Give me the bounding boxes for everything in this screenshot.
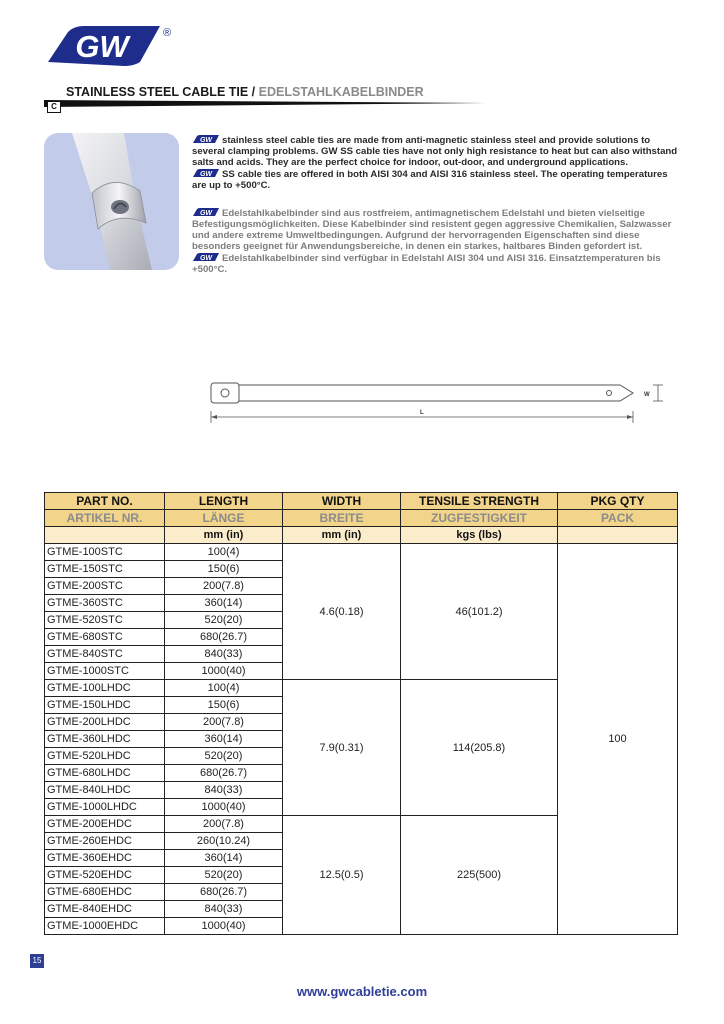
col-header-pkg-qty: PKG QTY xyxy=(558,493,678,510)
length-cell: 520(20) xyxy=(165,748,283,765)
registered-mark: ® xyxy=(163,27,172,39)
part-number-cell: GTME-100LHDC xyxy=(45,680,165,697)
length-cell: 840(33) xyxy=(165,646,283,663)
cable-tie-drawing xyxy=(205,375,675,425)
length-cell: 150(6) xyxy=(165,697,283,714)
unit-cell: mm (in) xyxy=(283,527,401,544)
unit-cell: kgs (lbs) xyxy=(401,527,558,544)
length-cell: 840(33) xyxy=(165,901,283,918)
length-cell: 360(14) xyxy=(165,850,283,867)
page-number: 15 xyxy=(30,954,44,968)
col-header-length: LENGTH xyxy=(165,493,283,510)
gw-mini-logo xyxy=(192,252,220,262)
intro-en-paragraph-1: GW stainless steel cable ties are made from anti-magnetic stainless steel and provide solutions to several clamping problems. GW SS cable ties have not only high resistance to heat but can also withstand salts and acids. They are the perfect choice for indoor, out-door, and underground applications. xyxy=(192,135,678,168)
part-number-cell: GTME-680LHDC xyxy=(45,765,165,782)
length-cell: 260(10.24) xyxy=(165,833,283,850)
length-cell: 360(14) xyxy=(165,595,283,612)
gw-mini-logo xyxy=(192,134,220,144)
part-number-cell: GTME-260EHDC xyxy=(45,833,165,850)
length-cell: 520(20) xyxy=(165,867,283,884)
part-number-cell: GTME-200EHDC xyxy=(45,816,165,833)
dimension-label-w: W xyxy=(644,392,650,398)
length-cell: 200(7.8) xyxy=(165,578,283,595)
pkg-qty-cell: 100 xyxy=(558,544,678,935)
part-number-cell: GTME-1000EHDC xyxy=(45,918,165,935)
length-cell: 100(4) xyxy=(165,680,283,697)
website-link[interactable]: www.gwcabletie.com xyxy=(296,984,428,999)
col-header-zugfestigkeit: ZUGFESTIGKEIT xyxy=(401,510,558,527)
intro-de-paragraph-2: GW Edelstahlkabelbinder sind verfügbar in Edelstahl AISI 304 und AISI 316. Einsatztemperaturen bis +500°C. xyxy=(192,253,661,275)
width-cell: 7.9(0.31) xyxy=(283,680,401,816)
intro-en-paragraph-2: GW SS cable ties are offered in both AISI 304 and AISI 316 stainless steel. The operating temperatures are up to +500°C. xyxy=(192,169,668,191)
length-cell: 680(26.7) xyxy=(165,629,283,646)
spec-table xyxy=(44,492,678,935)
title-underline xyxy=(44,97,486,111)
intro-de-paragraph-1: GW Edelstahlkabelbinder sind aus rostfreiem, antimagnetischem Edelstahl und bieten vielseitige Befestigungsmöglichkeiten. Diese Kabelbinder sind resistent gegen aggressive Chemikalien, Salzwasser und andere extreme Umweltbedingungen. Aufgrund der hervorragenden Eigenschaften sind diese besonders geeignet für Anwendungsbereiche, in denen ein starkes, haltbares Binden gefordert ist. xyxy=(192,208,672,252)
col-header-tensile: TENSILE STRENGTH xyxy=(401,493,558,510)
length-cell: 1000(40) xyxy=(165,799,283,816)
part-number-cell: GTME-840STC xyxy=(45,646,165,663)
tensile-strength-cell: 46(101.2) xyxy=(401,544,558,680)
svg-text:GW: GW xyxy=(199,137,213,144)
section-letter: C xyxy=(47,101,61,113)
length-cell: 1000(40) xyxy=(165,918,283,935)
dimension-label-l: L xyxy=(420,410,424,416)
part-number-cell: GTME-1000LHDC xyxy=(45,799,165,816)
part-number-cell: GTME-680EHDC xyxy=(45,884,165,901)
header-row-german xyxy=(45,510,678,527)
length-cell: 200(7.8) xyxy=(165,714,283,731)
length-cell: 200(7.8) xyxy=(165,816,283,833)
part-number-cell: GTME-520EHDC xyxy=(45,867,165,884)
col-header-artikel-nr: ARTIKEL NR. xyxy=(45,510,165,527)
title-german: EDELSTAHLKABELBINDER xyxy=(258,85,424,99)
part-number-cell: GTME-200LHDC xyxy=(45,714,165,731)
length-cell: 520(20) xyxy=(165,612,283,629)
intro-text xyxy=(192,134,682,275)
length-cell: 1000(40) xyxy=(165,663,283,680)
part-number-cell: GTME-360LHDC xyxy=(45,731,165,748)
svg-text:GW: GW xyxy=(75,29,129,64)
table-row xyxy=(45,544,678,561)
product-photo xyxy=(44,133,179,270)
tensile-strength-cell: 114(205.8) xyxy=(401,680,558,816)
spec-table-body xyxy=(45,544,678,935)
part-number-cell: GTME-1000STC xyxy=(45,663,165,680)
title-separator: / xyxy=(248,85,259,99)
col-header-laenge: LÄNGE xyxy=(165,510,283,527)
title-english: STAINLESS STEEL CABLE TIE xyxy=(66,85,249,99)
col-header-breite: BREITE xyxy=(283,510,401,527)
part-number-cell: GTME-840LHDC xyxy=(45,782,165,799)
unit-cell xyxy=(558,527,678,544)
length-cell: 100(4) xyxy=(165,544,283,561)
gw-mini-logo xyxy=(192,168,220,178)
length-cell: 360(14) xyxy=(165,731,283,748)
length-cell: 150(6) xyxy=(165,561,283,578)
tensile-strength-cell: 225(500) xyxy=(401,816,558,935)
part-number-cell: GTME-200STC xyxy=(45,578,165,595)
length-cell: 680(26.7) xyxy=(165,765,283,782)
cable-tie-illustration xyxy=(44,133,179,270)
svg-text:GW: GW xyxy=(199,255,213,262)
unit-cell: mm (in) xyxy=(165,527,283,544)
header-row-units xyxy=(45,527,678,544)
unit-cell xyxy=(45,527,165,544)
length-cell: 840(33) xyxy=(165,782,283,799)
part-number-cell: GTME-360STC xyxy=(45,595,165,612)
part-number-cell: GTME-520STC xyxy=(45,612,165,629)
svg-text:GW: GW xyxy=(199,171,213,178)
part-number-cell: GTME-360EHDC xyxy=(45,850,165,867)
part-number-cell: GTME-520LHDC xyxy=(45,748,165,765)
length-cell: 680(26.7) xyxy=(165,884,283,901)
part-number-cell: GTME-150LHDC xyxy=(45,697,165,714)
part-number-cell: GTME-100STC xyxy=(45,544,165,561)
header-row-english xyxy=(45,493,678,510)
gw-logo xyxy=(44,24,164,68)
part-number-cell: GTME-840EHDC xyxy=(45,901,165,918)
width-cell: 4.6(0.18) xyxy=(283,544,401,680)
part-number-cell: GTME-680STC xyxy=(45,629,165,646)
col-header-part-no: PART NO. xyxy=(45,493,165,510)
svg-text:GW: GW xyxy=(199,210,213,217)
gw-mini-logo xyxy=(192,207,220,217)
width-cell: 12.5(0.5) xyxy=(283,816,401,935)
col-header-pack: PACK xyxy=(558,510,678,527)
col-header-width: WIDTH xyxy=(283,493,401,510)
part-number-cell: GTME-150STC xyxy=(45,561,165,578)
